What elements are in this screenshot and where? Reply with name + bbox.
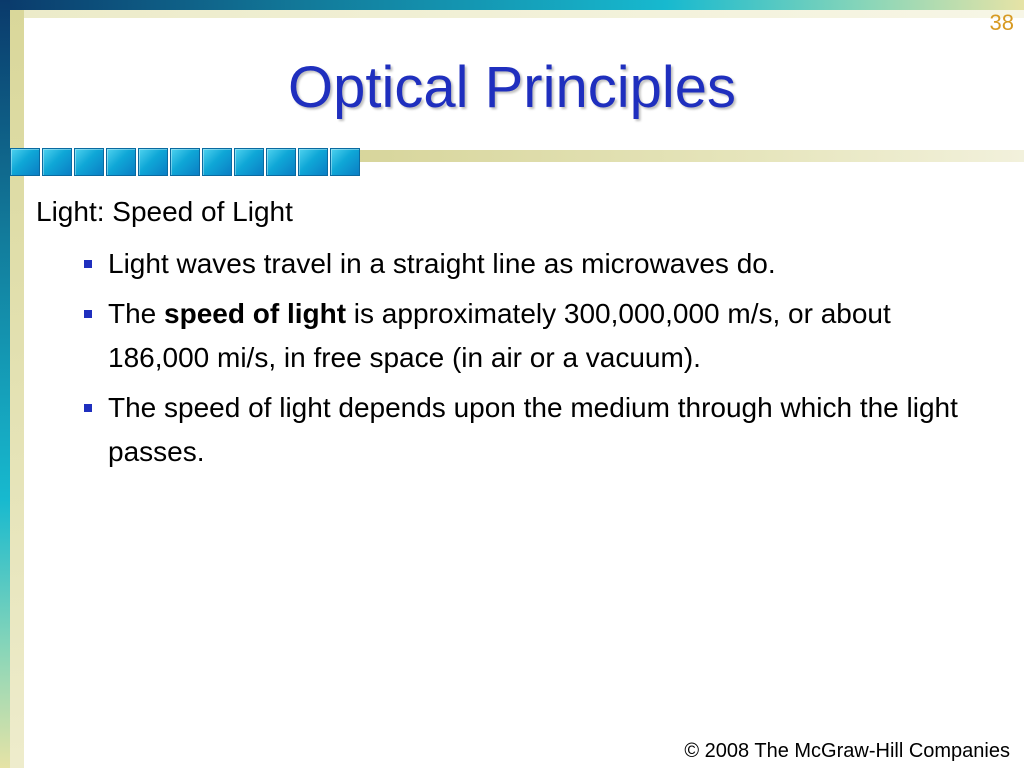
body-heading: Light: Speed of Light	[36, 196, 293, 227]
copyright-footer: © 2008 The McGraw-Hill Companies	[684, 740, 1010, 762]
slide-title: Optical Principles	[287, 55, 737, 120]
top-accent-bar	[24, 10, 1024, 18]
left-accent-bar	[10, 10, 24, 768]
bullet-item	[84, 242, 976, 286]
square-bullet-icon	[84, 404, 92, 412]
bullet-text: Light waves travel in a straight line as microwaves do.	[108, 248, 776, 279]
divider-square	[202, 148, 232, 176]
divider-square	[106, 148, 136, 176]
bullet-text-post: is approximately 300,000,000 m/s, or about 186,000 mi/s, in free space (in air or a vacuum).	[108, 298, 891, 373]
bullet-text-bold: speed of light	[164, 298, 347, 329]
divider-square	[266, 148, 296, 176]
divider-square	[74, 148, 104, 176]
divider-band	[350, 150, 1024, 162]
bullet-text-pre: The	[108, 298, 165, 329]
bullet-item	[84, 386, 976, 474]
bullet-item	[84, 292, 976, 380]
square-bullet-icon	[84, 260, 92, 268]
divider-square	[234, 148, 264, 176]
square-bullet-icon	[84, 310, 92, 318]
bullet-list	[84, 242, 976, 474]
slide-number: 38	[989, 10, 1014, 35]
divider-square	[42, 148, 72, 176]
divider-square	[10, 148, 40, 176]
divider-squares	[10, 148, 360, 176]
title-divider	[10, 148, 1024, 180]
divider-square	[330, 148, 360, 176]
bullet-text: The speed of light depends upon the medium through which the light passes.	[108, 392, 958, 467]
top-frame-bar	[0, 0, 1024, 10]
divider-square	[298, 148, 328, 176]
divider-square	[138, 148, 168, 176]
slide-body	[36, 194, 976, 480]
divider-square	[170, 148, 200, 176]
